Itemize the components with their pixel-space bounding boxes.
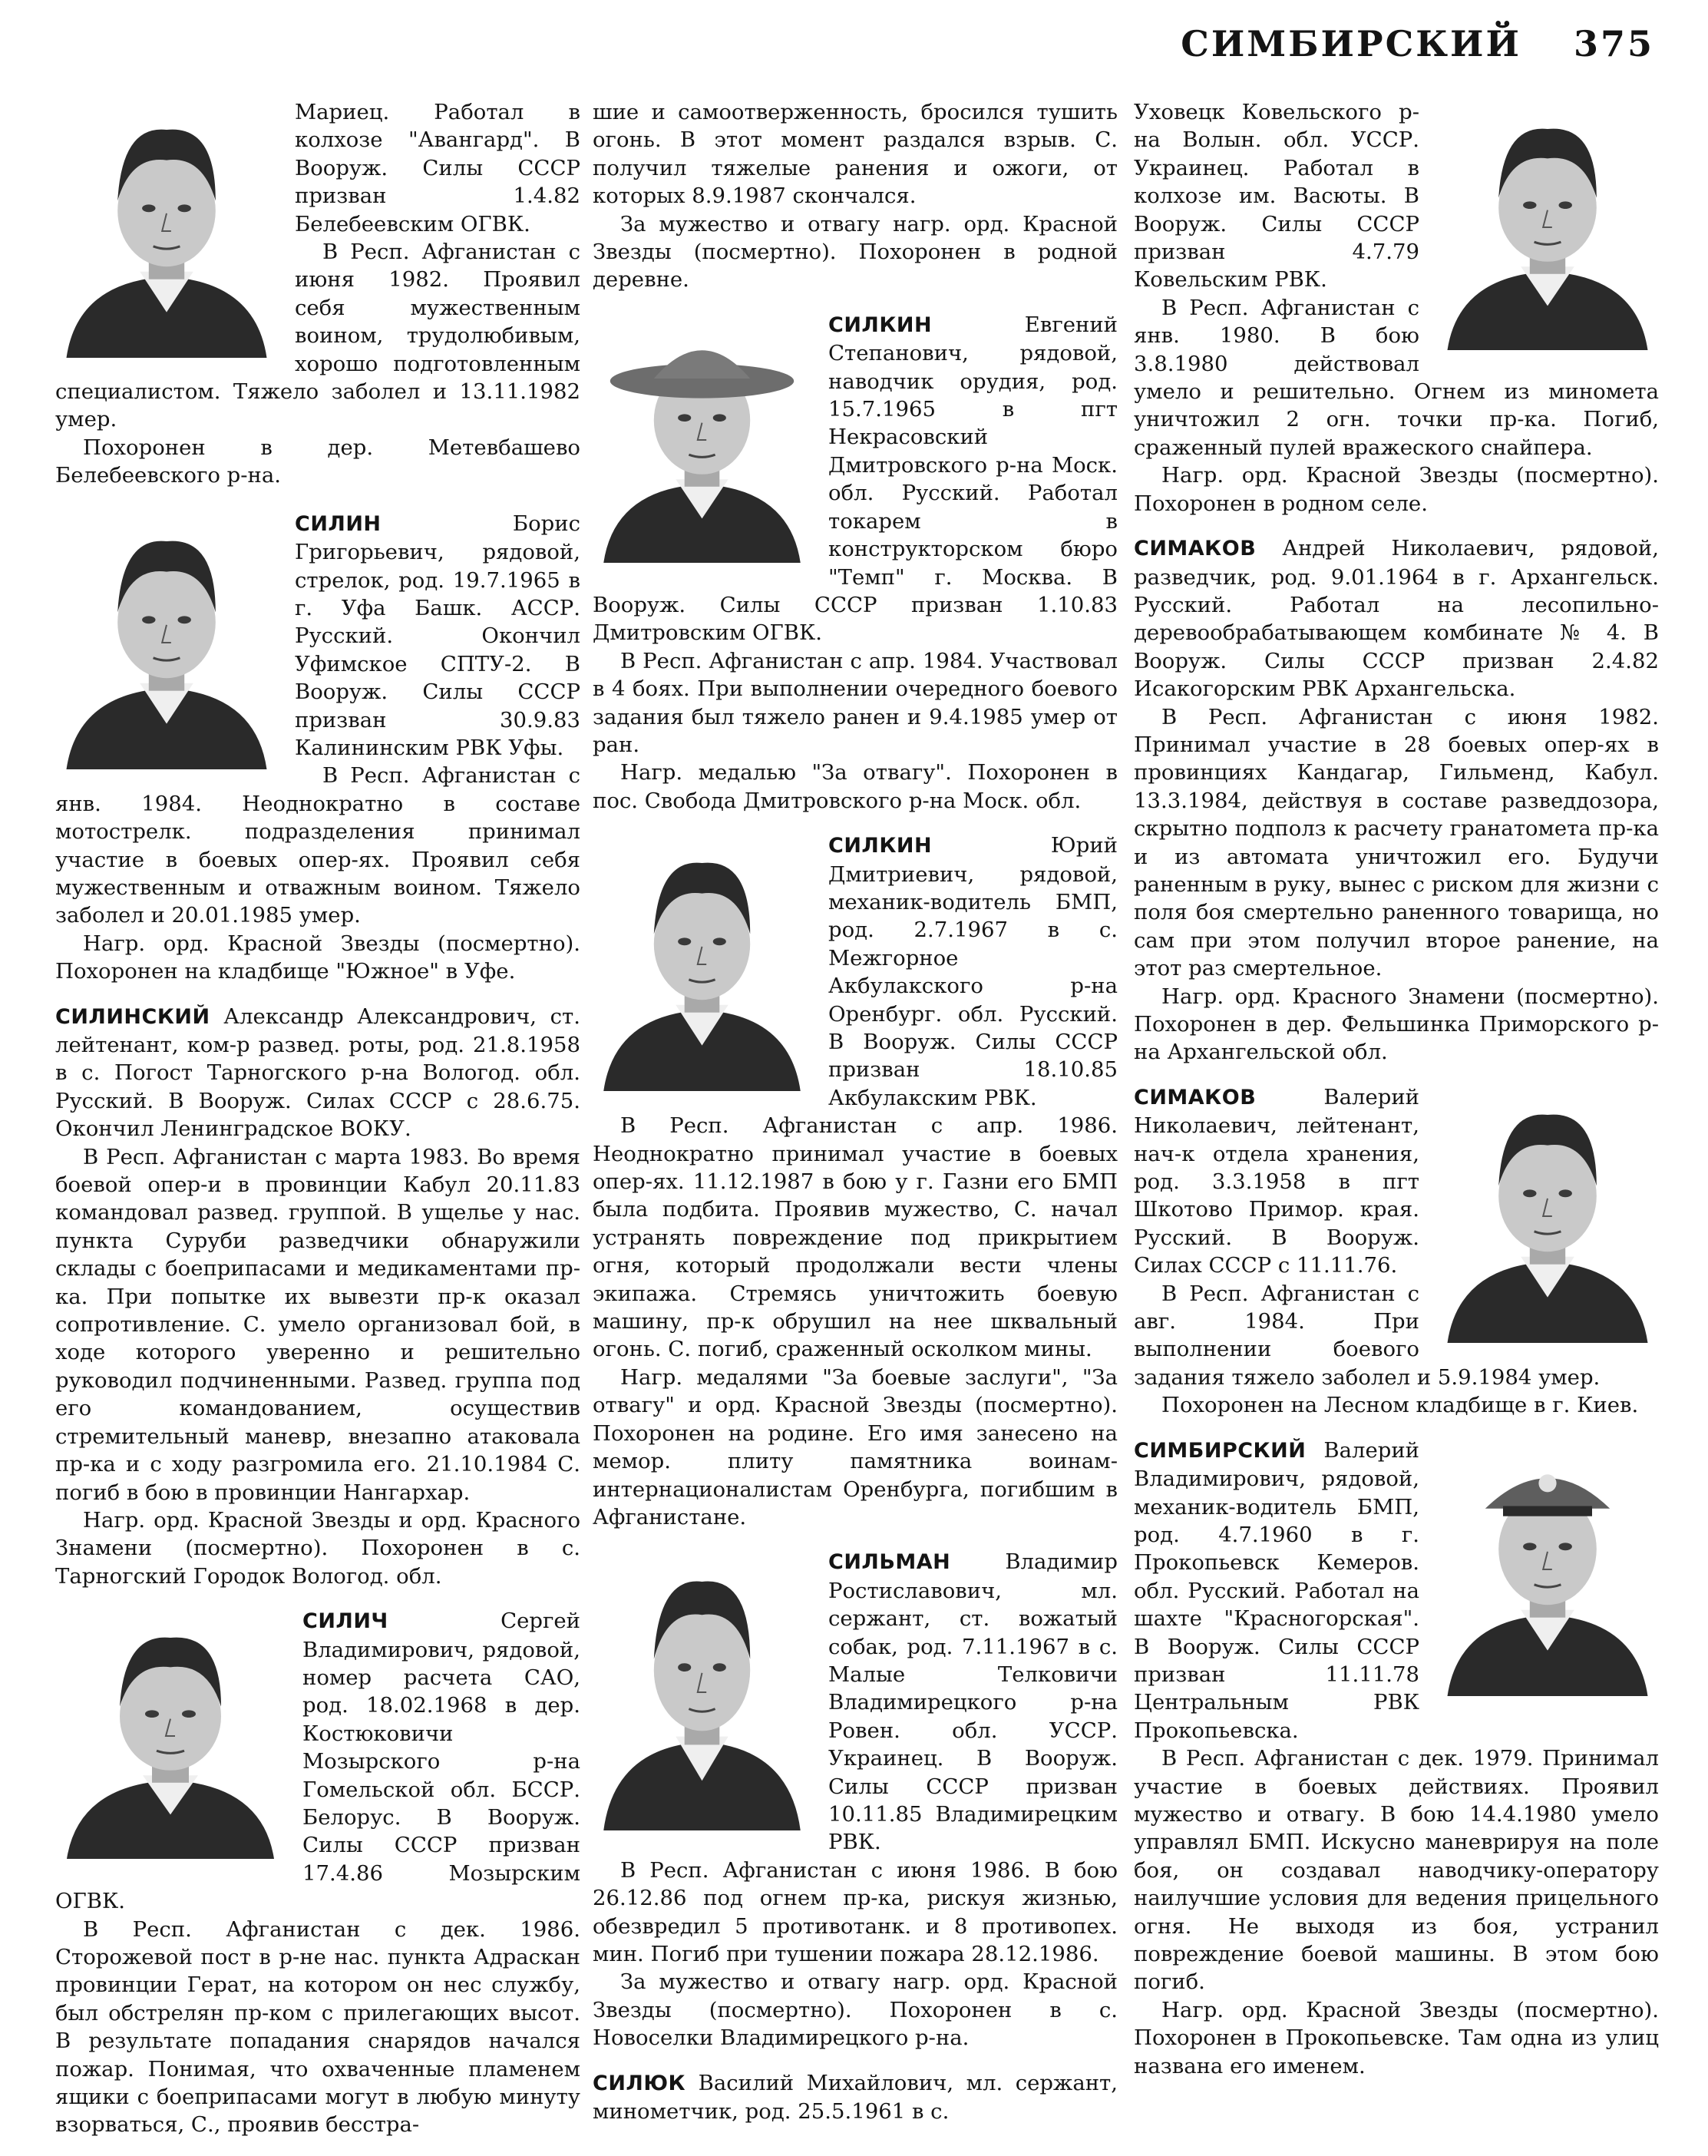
entry-text: Уховецк Ковельского р-на Волын. обл. УССР. Украинец. Работал в колхозе им. Васюты. В Вооруж. Силы СССР призван 4.7.79 Ковельским РВК. (1134, 100, 1419, 293)
entry-surname: СИМАКОВ (1134, 1085, 1257, 1109)
entry-text: Евгений Степанович, рядовой, наводчик орудия, род. 15.7.1965 в пгт Некрасовский Дмитровского р-на Моск. обл. Русский. Работал токарем в конструкторском бюро "Темп" г. Москва. В Вооруж. Силы СССР призван 1.10.83 Дмитровским ОГВК. (593, 312, 1118, 646)
column-3 (1134, 98, 1659, 2097)
entry-paragraph (593, 98, 1118, 210)
entry-surname: СИМАКОВ (1134, 537, 1257, 561)
entry-paragraph (1134, 1996, 1659, 2080)
biography-entry (1134, 1083, 1659, 1420)
entry-text: Владимир Ростиславович, мл. сержант, ст. вожатый собак, род. 7.11.1967 в с. Малые Телковичи Владимирецкого р-на Ровен. обл. УССР. Украинец. В Вооруж. Силы СССР призван 10.11.85 Владимирецким РВК. (828, 1549, 1118, 1855)
running-head-title: СИМБИРСКИЙ (1181, 23, 1521, 64)
entry-text: шие и самоотверженность, бросился тушить огонь. В этот момент раздался взрыв. С. получил тяжелые ранения и ожоги, от которых 8.9.1987 скончался. (593, 100, 1118, 209)
page-number: 375 (1573, 23, 1654, 64)
entry-paragraph (1134, 534, 1659, 703)
entry-paragraph (593, 2069, 1118, 2126)
entry-text: В Респ. Афганистан с июня 1982. Проявил себя мужественным воином, трудолюбивым, хорошо подготовленным специалистом. Тяжело заболел и 13.11.1982 умер. (55, 240, 580, 432)
entry-text: В Респ. Афганистан с авг. 1984. При выполнении боевого задания тяжело заболел и 5.9.1984 умер. (1134, 1281, 1601, 1390)
entry-paragraph (55, 762, 580, 929)
entry-paragraph (593, 1968, 1118, 2052)
biography-entry (593, 1548, 1118, 2052)
entry-text: В Респ. Афганистан с марта 1983. Во время боевой опер-и в провинции Кабул 20.11.83 командовал развед. группой. В ущелье у нас. пункта Суруби разведчики обнаружили склады с боеприпасами и медикаментами пр-ка. При попытке их вывезти пр-к оказал сопротивление. С. умело организовал бой, в ходе которого уверенно и решительно руководил подчиненными. Развед. группа под его командованием, осуществив стремительный маневр, внезапно атаковала пр-ка и с ходу разгромила его. 21.10.1984 С. погиб в бою в провинции Нангархар. (55, 1144, 580, 1505)
entry-text: В Респ. Афганистан с апр. 1984. Участвовал в 4 боях. При выполнении очередного боевого задания был тяжело ранен и 9.4.1985 умер от ран. (593, 648, 1118, 757)
entry-text: В Респ. Афганистан с апр. 1986. Неоднократно принимал участие в боевых опер-ях. 11.12.1987 в бою у г. Газни его БМП была подбита. Проявив мужество, С. начал устранять повреждение под прикрытием огня, который продолжали вести члены экипажа. Стремясь уничтожить боевую машину, пр-к обрушил на нее шквальный огонь. С. погиб, сраженный осколком мины. (593, 1113, 1118, 1362)
entry-text: За мужество и отвагу нагр. орд. Красной Звезды (посмертно). Похоронен в с. Новоселки Владимирецкого р-на. (593, 1969, 1118, 2051)
entry-paragraph (593, 1112, 1118, 1364)
entry-surname: СИЛЬМАН (828, 1550, 951, 1575)
entry-text: Нагр. медалями "За боевые заслуги", "За отвагу" и орд. Красной Звезды (посмертно). Похоронен на родине. Его имя занесено на мемор. плиту памятника воинам-интернационалистам Оренбурга, погибшим в Афганистане. (593, 1364, 1118, 1529)
entry-paragraph (1134, 461, 1659, 518)
biography-entry (55, 510, 580, 986)
entry-paragraph (55, 930, 580, 986)
biography-entry (593, 98, 1118, 294)
column-2 (593, 98, 1118, 2142)
portrait-photo (1436, 1090, 1659, 1343)
biography-entry (1134, 534, 1659, 1066)
entry-surname: СИЛИЧ (302, 1609, 388, 1634)
entry-surname: СИЛИН (295, 511, 382, 536)
entry-text: Нагр. медалью "За отвагу". Похоронен в пос. Свобода Дмитровского р-на Моск. обл. (593, 760, 1118, 813)
entry-text: Валерий Николаевич, лейтенант, нач-к отдела хранения, род. 3.3.1958 в пгт Шкотово Примор. края. Русский. В Вооруж. Силах СССР с 11.11.76. (1134, 1084, 1419, 1278)
entry-paragraph (1134, 983, 1659, 1066)
entry-surname: СИЛКИН (828, 312, 933, 337)
entry-text: За мужество и отвагу нагр. орд. Красной Звезды (посмертно). Похоронен в родной деревне. (593, 211, 1118, 293)
entry-paragraph (593, 1857, 1118, 1969)
biography-entry (1134, 1437, 1659, 2080)
biography-entry (55, 1607, 580, 2139)
entry-paragraph (593, 759, 1118, 815)
entry-text: Нагр. орд. Красной Звезды (посмертно). Похоронен в Прокопьевске. Там одна из улиц названа его именем. (1134, 1997, 1659, 2078)
entry-text: Василий Михайлович, мл. сержант, минометчик, род. 25.5.1961 в с. (593, 2070, 1118, 2125)
portrait-photo (55, 104, 278, 358)
portrait-photo (593, 317, 811, 563)
entry-text: Нагр. орд. Красной Звезды (посмертно). Похоронен в родном селе. (1134, 463, 1659, 516)
entry-paragraph (55, 1143, 580, 1506)
entry-paragraph (593, 1364, 1118, 1531)
entry-text: Борис Григорьевич, рядовой, стрелок, род. 19.7.1965 в г. Уфа Башк. АССР. Русский. Окончил Уфимское СПТУ-2. В Вооруж. Силы СССР призван 30.9.83 Калининским РВК Уфы. (295, 511, 580, 760)
entry-text: Юрий Дмитриевич, рядовой, механик-водитель БМП, род. 2.7.1967 в с. Межгорное Акбулакского р-на Оренбург. обл. Русский. В Вооруж. Силы СССР призван 18.10.85 Акбулакским РВК. (828, 833, 1118, 1110)
biography-entry (593, 832, 1118, 1531)
entry-text: В Респ. Афганистан с дек. 1986. Сторожевой пост в р-не нас. пункта Адраскан провинции Герат, на котором он нес службу, был обстрелян пр-ком с прилегающих высот. В результате попадания снарядов начался пожар. Понимая, что охваченные пламенем ящики с боеприпасами могут в любую минуту взорваться, С., проявив бесстра- (55, 1916, 580, 2138)
entry-text: В Респ. Афганистан с июня 1986. В бою 26.12.86 под огнем пр-ка, рискуя жизнью, обезвредил 5 противотанк. и 8 противопех. мин. Погиб при тушении пожара 28.12.1986. (593, 1857, 1118, 1966)
portrait-photo (55, 1613, 286, 1859)
portrait-photo (55, 516, 278, 769)
entry-surname: СИМБИРСКИЙ (1134, 1438, 1307, 1463)
entry-paragraph (55, 434, 580, 490)
entry-paragraph (55, 1003, 580, 1143)
portrait-photo (593, 1554, 811, 1830)
biography-entry (593, 2069, 1118, 2126)
entry-paragraph (1134, 703, 1659, 983)
entry-paragraph (1134, 1391, 1659, 1419)
entry-text: В Респ. Афганистан с июня 1982. Принимал участие в 28 боевых опер-ях в провинциях Кандагар, Гильменд, Кабул. 13.3.1984, действуя в составе разведдозора, скрытно подполз к расчету гранатомета пр-ка и из автомата уничтожил его. Будучи раненным в руку, вынес с риском для жизни с поля боя смертельно раненного товарища, но сам при этом получил второе ранение, на этот раз смертельное. (1134, 704, 1659, 981)
entry-surname: СИЛИНСКИЙ (55, 1004, 210, 1029)
entry-text: Нагр. орд. Красной Звезды и орд. Красного Знамени (посмертно). Похоронен в с. Тарногский Городок Вологод. обл. (55, 1507, 580, 1589)
entry-text: Нагр. орд. Красного Знамени (посмертно). Похоронен в дер. Фельшинка Приморского р-на Архангельской обл. (1134, 984, 1659, 1065)
entry-text: В Респ. Афганистан с янв. 1980. В бою 3.8.1980 действовал умело и решительно. Огнем из миномета уничтожил 2 огн. точки пр-ка. Погиб, сраженный пулей вражеского снайпера. (1134, 295, 1659, 460)
entry-text: Валерий Владимирович, рядовой, механик-водитель БМП, род. 4.7.1960 в г. Прокопьевск Кемеров. обл. Русский. Работал на шахте "Красногорская". В Вооруж. Силы СССР призван 11.11.78 Центральным РВК Прокопьевска. (1134, 1437, 1419, 1743)
entry-text: Похоронен в дер. Метевбашево Белебеевского р-на. (55, 435, 580, 488)
entry-paragraph (55, 1506, 580, 1590)
entry-paragraph (593, 647, 1118, 759)
entry-text: Андрей Николаевич, рядовой, разведчик, род. 9.01.1964 в г. Архангельск. Русский. Работал на лесопильно-деревообрабатывающем комбинате № 4. В Вооруж. Силы СССР призван 2.4.82 Исакогорским РВК Архангельска. (1134, 536, 1659, 702)
portrait-photo (1436, 1443, 1659, 1696)
entry-text: В Респ. Афганистан с дек. 1979. Принимал участие в боевых действиях. Проявил мужество и отвагу. В бою 14.4.1980 умело управлял БМП. Искусно маневрируя на поле боя, он создавал наводчику-оператору наилучшие условия для ведения прицельного огня. Не выходя из боя, устранил повреждение боевой машины. В этом бою погиб. (1134, 1746, 1659, 1995)
entry-text: Нагр. орд. Красной Звезды (посмертно). Похоронен на кладбище "Южное" в Уфе. (55, 931, 580, 984)
portrait-photo (1436, 104, 1659, 350)
entry-surname: СИЛЮК (593, 2071, 686, 2095)
biography-entry (1134, 98, 1659, 518)
running-header (1181, 23, 1654, 64)
entry-text: Похоронен на Лесном кладбище в г. Киев. (1161, 1393, 1639, 1418)
biography-entry (55, 1003, 580, 1591)
entry-text: Александр Александрович, ст. лейтенант, ком-р развед. роты, род. 21.8.1958 в с. Погост Тарногского р-на Вологод. обл. Русский. В Вооруж. Силах СССР с 28.6.75. Окончил Ленинградское ВОКУ. (55, 1004, 580, 1142)
entry-text: В Респ. Афганистан с янв. 1984. Неоднократно в составе мотострелк. подразделения принимал участие в боевых опер-ях. Проявил себя мужественным и отважным воином. Тяжело заболел и 20.01.1985 умер. (55, 763, 580, 928)
biography-entry (593, 311, 1118, 815)
biography-entry (55, 98, 580, 490)
entry-text: Мариец. Работал в колхозе "Авангард". В Вооруж. Силы СССР призван 1.4.82 Белебеевским ОГВК. (295, 100, 580, 236)
entry-paragraph (1134, 1744, 1659, 1996)
column-1 (55, 98, 580, 2156)
entry-paragraph (55, 1916, 580, 2139)
entry-surname: СИЛКИН (828, 834, 933, 858)
entry-paragraph (593, 210, 1118, 294)
portrait-photo (593, 838, 811, 1091)
entry-text: Сергей Владимирович, рядовой, номер расчета САО, род. 18.02.1968 в дер. Костюковичи Мозырского р-на Гомельской обл. БССР. Белорус. В Вооруж. Силы СССР призван 17.4.86 Мозырским ОГВК. (55, 1609, 580, 1914)
